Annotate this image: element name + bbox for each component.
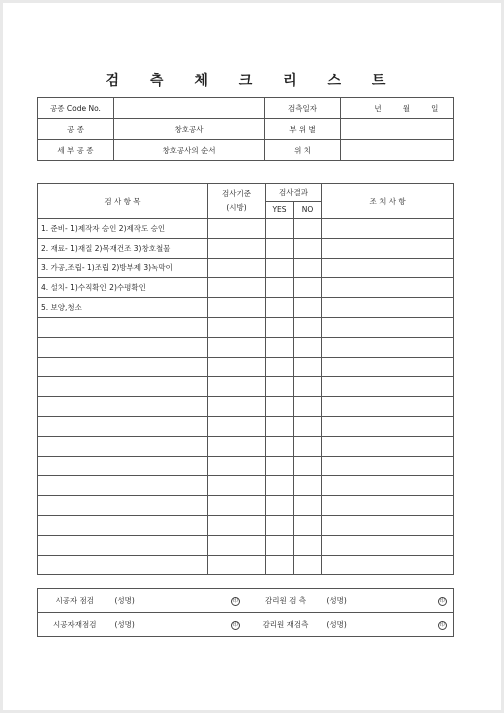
work-value: 창호공사: [114, 119, 265, 140]
detail-value: 창호공사의 순서: [114, 140, 265, 161]
check-yes[interactable]: [266, 436, 294, 456]
year-label: 년: [374, 103, 382, 113]
contractor-sign-name[interactable]: (성명): [112, 589, 224, 613]
check-standard[interactable]: [208, 298, 266, 318]
check-item: 4. 설치- 1)수직확인 2)수평확인: [38, 278, 208, 298]
check-standard[interactable]: [208, 456, 266, 476]
checklist-row: [38, 317, 454, 337]
checklist-row: [38, 476, 454, 496]
checklist-row: [38, 436, 454, 456]
code-value[interactable]: [114, 98, 265, 119]
col-no-header: NO: [294, 201, 322, 219]
checklist-row: [38, 555, 454, 575]
check-item: [38, 337, 208, 357]
seal-mark: 印: [232, 598, 238, 604]
check-action[interactable]: [322, 496, 454, 516]
seal-mark: 印: [232, 622, 238, 628]
checklist-row: [38, 535, 454, 555]
check-action[interactable]: [322, 298, 454, 318]
check-yes[interactable]: [266, 238, 294, 258]
contractor-material-sign-name[interactable]: (성명): [112, 613, 224, 637]
check-action[interactable]: [322, 219, 454, 239]
part-label: 부 위 별: [265, 119, 341, 140]
seal-mark: 印: [439, 622, 445, 628]
check-action[interactable]: [322, 476, 454, 496]
check-standard[interactable]: [208, 317, 266, 337]
check-yes[interactable]: [266, 298, 294, 318]
seal-mark: 印: [439, 598, 445, 604]
col-standard-title: 검사기준: [222, 189, 251, 198]
check-standard[interactable]: [208, 436, 266, 456]
check-yes[interactable]: [266, 535, 294, 555]
check-no[interactable]: [294, 278, 322, 298]
page-title: 검 측 체 크 리 스 트: [105, 73, 399, 89]
col-standard-header: [208, 184, 266, 219]
checklist-row: [38, 238, 454, 258]
check-no[interactable]: [294, 476, 322, 496]
checklist-row: [38, 496, 454, 516]
check-no[interactable]: [294, 555, 322, 575]
checklist-row: [38, 219, 454, 239]
checklist-table: [37, 183, 454, 575]
check-action[interactable]: [322, 397, 454, 417]
check-action[interactable]: [322, 377, 454, 397]
check-item: 1. 준비- 1)제작자 승인 2)제작도 승인: [38, 219, 208, 239]
check-no[interactable]: [294, 258, 322, 278]
col-items-header: 검 사 항 목: [38, 184, 208, 219]
col-action-header: 조 치 사 항: [322, 184, 454, 219]
check-standard[interactable]: [208, 278, 266, 298]
seal-icon: [432, 613, 454, 637]
check-item: [38, 377, 208, 397]
check-standard[interactable]: [208, 337, 266, 357]
check-item: [38, 317, 208, 337]
detail-label: 세 부 공 종: [38, 140, 114, 161]
code-label: 공종 Code No.: [38, 98, 114, 119]
checklist-row: [38, 456, 454, 476]
date-value[interactable]: [341, 98, 454, 119]
check-action[interactable]: [322, 238, 454, 258]
check-action[interactable]: [322, 535, 454, 555]
check-yes[interactable]: [266, 377, 294, 397]
check-item: 5. 보양,청소: [38, 298, 208, 318]
check-action[interactable]: [322, 317, 454, 337]
check-standard[interactable]: [208, 476, 266, 496]
check-no[interactable]: [294, 298, 322, 318]
check-no[interactable]: [294, 416, 322, 436]
check-item: 2. 재료- 1)재질 2)목재건조 3)창호철물: [38, 238, 208, 258]
check-yes[interactable]: [266, 219, 294, 239]
check-item: [38, 416, 208, 436]
check-yes[interactable]: [266, 496, 294, 516]
check-no[interactable]: [294, 397, 322, 417]
checklist-row: [38, 337, 454, 357]
checklist-row: [38, 416, 454, 436]
check-standard[interactable]: [208, 496, 266, 516]
check-standard[interactable]: [208, 397, 266, 417]
check-standard[interactable]: [208, 238, 266, 258]
check-yes[interactable]: [266, 258, 294, 278]
contractor-check-label: 시공자 점검: [38, 589, 112, 613]
check-action[interactable]: [322, 515, 454, 535]
seal-icon: [224, 589, 248, 613]
check-action[interactable]: [322, 416, 454, 436]
check-standard[interactable]: [208, 377, 266, 397]
check-standard[interactable]: [208, 535, 266, 555]
check-item: [38, 515, 208, 535]
check-yes[interactable]: [266, 555, 294, 575]
supervisor-recheck-sign-name[interactable]: (성명): [324, 613, 432, 637]
info-table: [37, 97, 454, 161]
seal-icon: [432, 589, 454, 613]
location-value[interactable]: [341, 140, 454, 161]
supervisor-check-label: 감리원 검 측: [248, 589, 324, 613]
check-yes[interactable]: [266, 317, 294, 337]
check-no[interactable]: [294, 436, 322, 456]
check-no[interactable]: [294, 377, 322, 397]
part-value[interactable]: [341, 119, 454, 140]
check-no[interactable]: [294, 496, 322, 516]
check-standard[interactable]: [208, 416, 266, 436]
check-yes[interactable]: [266, 416, 294, 436]
checklist-body: [38, 219, 454, 575]
checklist-row: [38, 377, 454, 397]
col-yes-header: YES: [266, 201, 294, 219]
col-result-header: 검사결과: [266, 184, 322, 202]
check-action[interactable]: [322, 555, 454, 575]
check-no[interactable]: [294, 535, 322, 555]
check-standard[interactable]: [208, 555, 266, 575]
check-yes[interactable]: [266, 397, 294, 417]
check-item: [38, 535, 208, 555]
date-label: 검측일자: [265, 98, 341, 119]
check-item: [38, 397, 208, 417]
check-no[interactable]: [294, 317, 322, 337]
check-no[interactable]: [294, 337, 322, 357]
check-item: 3. 가공,조립- 1)조립 2)방부제 3)녹막이: [38, 258, 208, 278]
check-no[interactable]: [294, 456, 322, 476]
check-standard[interactable]: [208, 515, 266, 535]
check-item: [38, 476, 208, 496]
checklist-row: [38, 298, 454, 318]
signature-table: [37, 588, 454, 637]
seal-icon: [224, 613, 248, 637]
check-yes[interactable]: [266, 337, 294, 357]
check-action[interactable]: [322, 436, 454, 456]
check-yes[interactable]: [266, 456, 294, 476]
checklist-row: [38, 258, 454, 278]
check-standard[interactable]: [208, 357, 266, 377]
check-yes[interactable]: [266, 515, 294, 535]
check-action[interactable]: [322, 337, 454, 357]
check-action[interactable]: [322, 456, 454, 476]
supervisor-recheck-label: 감리원 재검측: [248, 613, 324, 637]
check-action[interactable]: [322, 278, 454, 298]
checklist-row: [38, 357, 454, 377]
checklist-row: [38, 515, 454, 535]
month-label: 월: [402, 103, 411, 113]
check-action[interactable]: [322, 258, 454, 278]
check-no[interactable]: [294, 515, 322, 535]
contractor-material-check-label: 시공자재점검: [38, 613, 112, 637]
check-yes[interactable]: [266, 476, 294, 496]
work-label: 공 종: [38, 119, 114, 140]
location-label: 위 치: [265, 140, 341, 161]
supervisor-sign-name[interactable]: (성명): [324, 589, 432, 613]
check-standard[interactable]: [208, 219, 266, 239]
check-yes[interactable]: [266, 357, 294, 377]
check-no[interactable]: [294, 357, 322, 377]
day-label: 일: [431, 103, 439, 113]
col-standard-sub: (시방): [226, 203, 247, 212]
check-action[interactable]: [322, 357, 454, 377]
check-no[interactable]: [294, 219, 322, 239]
checklist-row: [38, 397, 454, 417]
check-item: [38, 436, 208, 456]
check-item: [38, 555, 208, 575]
check-standard[interactable]: [208, 258, 266, 278]
checklist-row: [38, 278, 454, 298]
check-no[interactable]: [294, 238, 322, 258]
check-item: [38, 357, 208, 377]
check-yes[interactable]: [266, 278, 294, 298]
check-item: [38, 456, 208, 476]
check-item: [38, 496, 208, 516]
